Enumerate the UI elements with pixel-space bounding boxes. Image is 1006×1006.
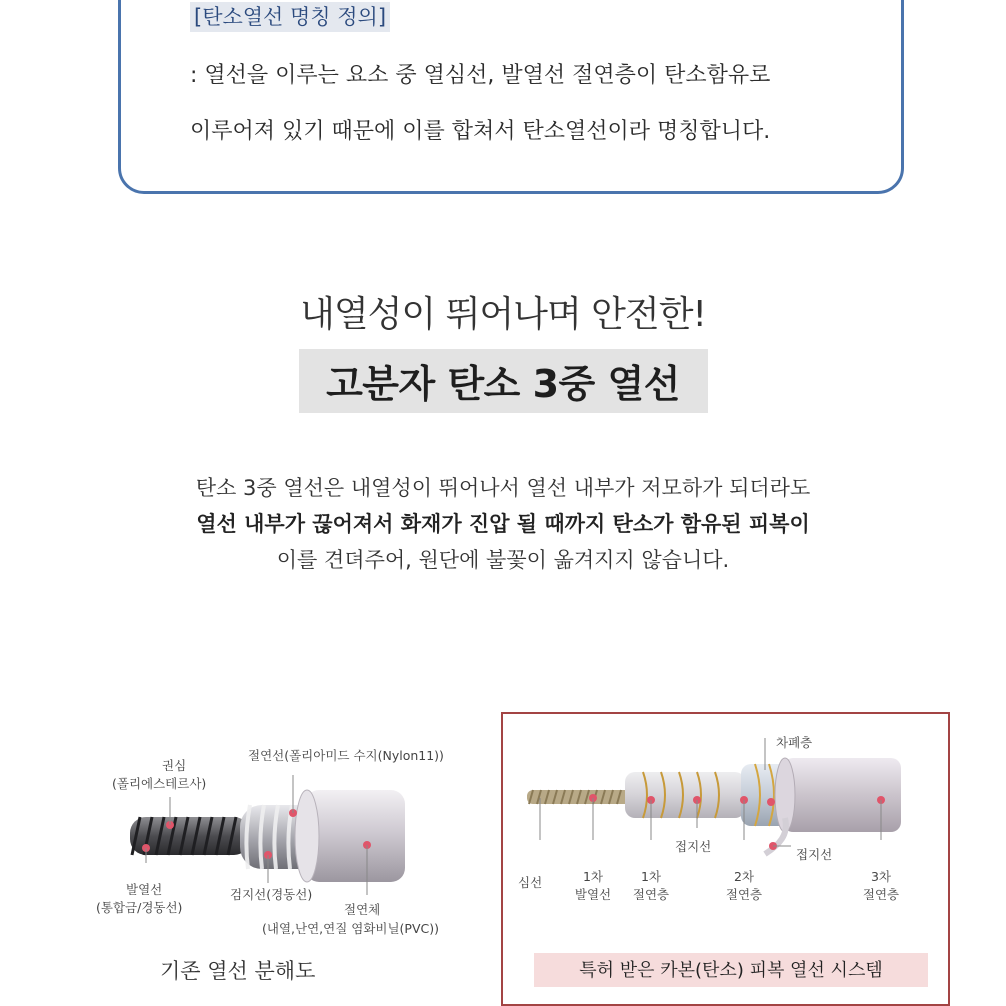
definition-line-1: : 열선을 이루는 요소 중 열심선, 발열선 절연층이 탄소함유로 (190, 63, 771, 88)
label-insulator: 절연체 (344, 902, 381, 917)
label-sensing-wire: 검지선(경동선) (230, 887, 313, 902)
definition-line-2: 이루어져 있기 때문에 이를 합쳐서 탄소열선이라 명칭합니다. (190, 119, 771, 144)
label-ground-wire-right: 접지선 (796, 847, 833, 862)
label-heating-wire: 발열선 (126, 882, 163, 897)
label-insulation-2b: 절연층 (725, 887, 763, 902)
label-core-detail: (폴리에스테르사) (112, 776, 207, 791)
first-insulation-shape (625, 772, 745, 818)
label-shield-layer: 차폐층 (776, 735, 813, 750)
description-line-1: 탄소 3중 열선은 내열성이 뛰어나서 열선 내부가 저모하가 되더라도 (195, 476, 811, 500)
label-ground-wire-top: 접지선 (675, 839, 712, 854)
label-insulation-3b: 절연층 (862, 887, 900, 902)
headline-title: 고분자 탄소 3중 열선 (326, 362, 680, 406)
pvc-jacket-shape (305, 790, 405, 882)
label-core-wire: 심선 (518, 875, 543, 890)
headline-subtitle: 내열성이 뛰어나며 안전한! (300, 294, 706, 335)
description-line-3: 이를 견뎌주어, 원단에 불꽃이 옮겨지지 않습니다. (276, 548, 730, 572)
left-diagram-caption: 기존 열선 분해도 (160, 959, 316, 983)
label-heating-wire-1: 1차 (582, 869, 604, 884)
definition-title: [탄소열선 명칭 정의] (190, 2, 390, 32)
label-core: 권심 (162, 758, 187, 773)
right-diagram-caption: 특허 받은 카본(탄소) 피복 열선 시스템 (579, 960, 883, 981)
description-line-2: 열선 내부가 끊어져서 화재가 진압 될 때까지 탄소가 함유된 피복이 (196, 512, 810, 536)
carbon-wire-illustration (503, 730, 948, 860)
label-insulated-wire: 절연선(폴리아미드 수지(Nylon11)) (248, 748, 444, 763)
jacket-end (295, 790, 319, 882)
outer-jacket-shape (783, 758, 901, 832)
label-heating-wire-detail: (통합금/경동선) (96, 900, 183, 915)
label-insulation-3: 3차 (870, 869, 892, 884)
label-insulation-1b: 절연층 (632, 887, 670, 902)
label-insulation-2: 2차 (733, 869, 755, 884)
label-insulation-1: 1차 (640, 869, 662, 884)
label-heating-wire-1b: 발열선 (574, 887, 612, 902)
label-insulator-detail: (내열,난연,연질 염화비닐(PVC)) (262, 921, 439, 936)
